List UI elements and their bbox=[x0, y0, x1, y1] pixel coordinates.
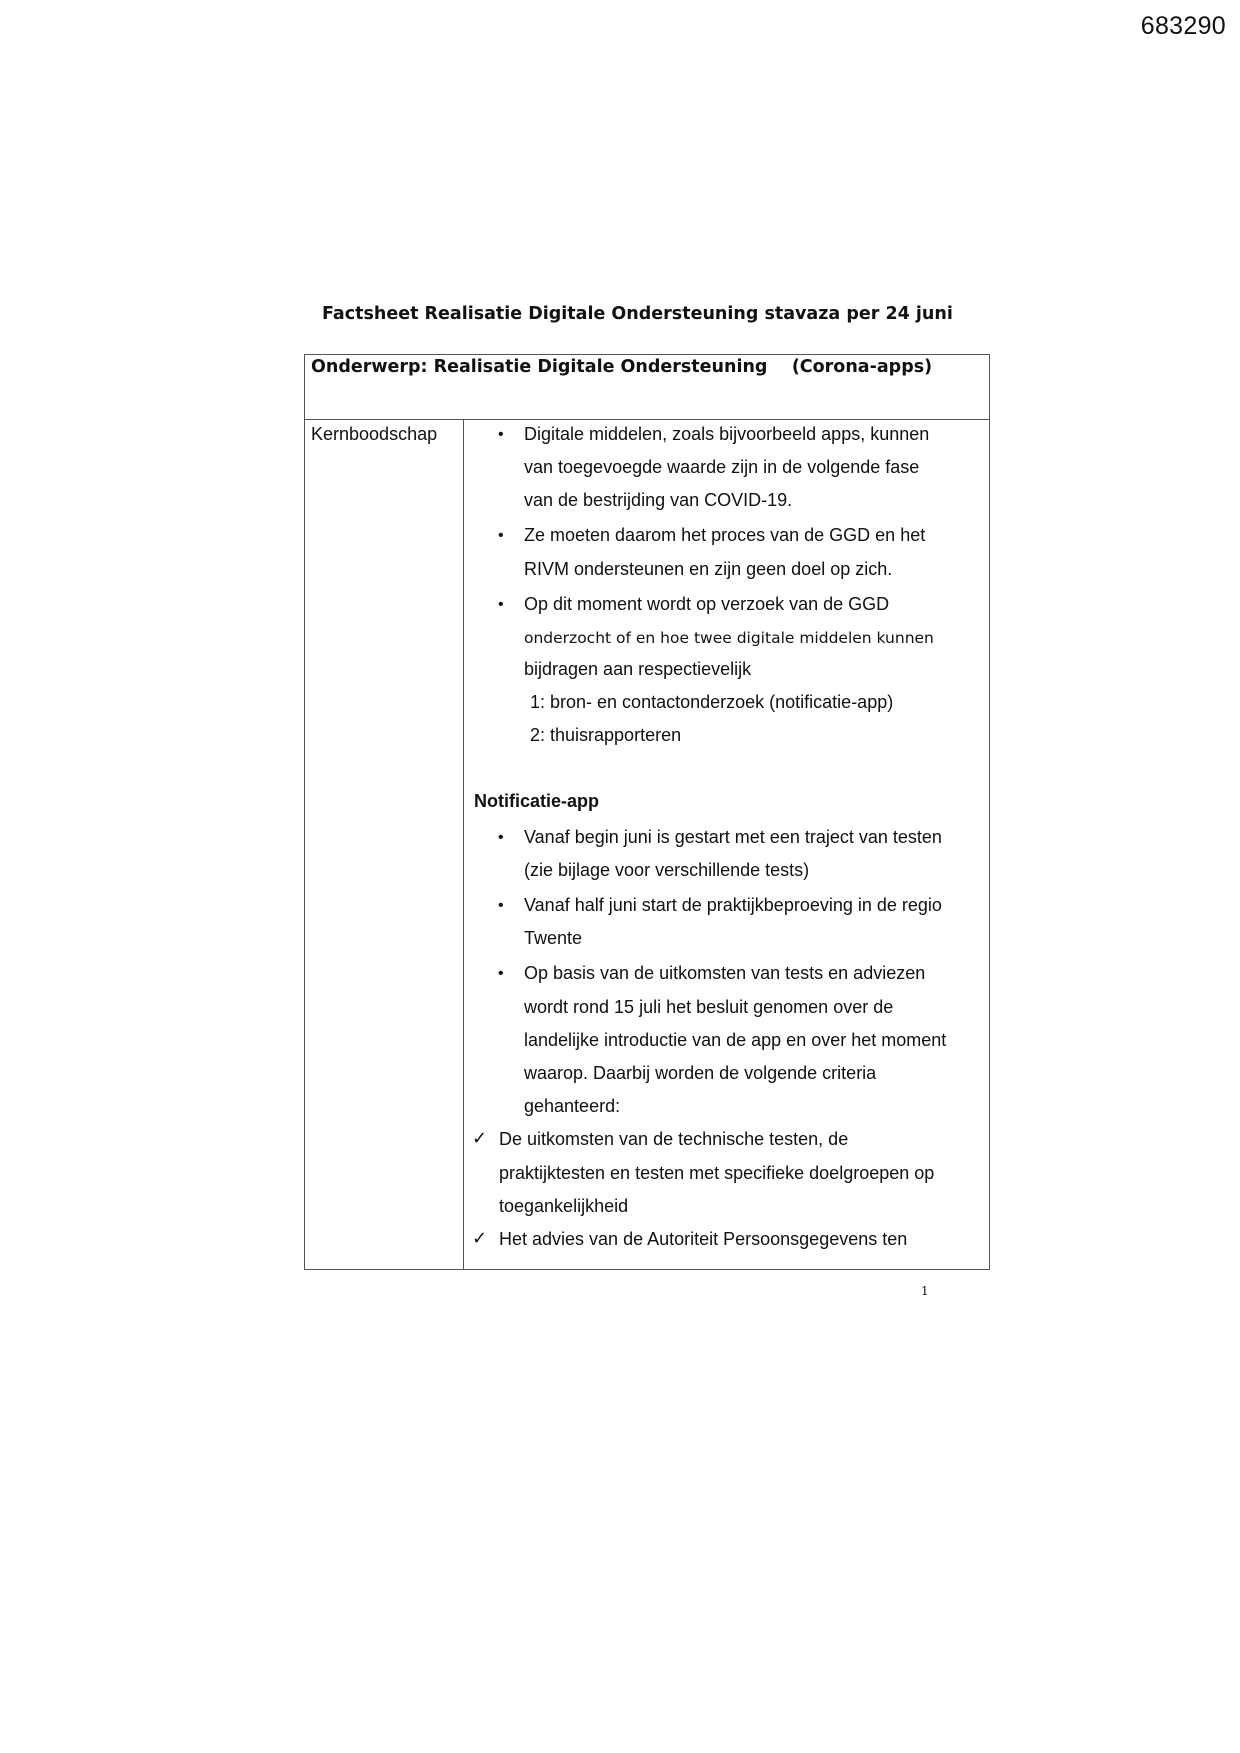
bullet-icon: • bbox=[498, 527, 504, 544]
content-line: De uitkomsten van de technische testen, de bbox=[499, 1129, 849, 1149]
content-line: toegankelijkheid bbox=[499, 1196, 629, 1216]
content-line: Op basis van de uitkomsten van tests en adviezen bbox=[524, 963, 926, 983]
content-line: Twente bbox=[524, 928, 583, 948]
document-number: 683290 bbox=[1140, 12, 1226, 40]
content-line: wordt rond 15 juli het besluit genomen over de bbox=[524, 997, 894, 1017]
content-line: 2: thuisrapporteren bbox=[530, 725, 682, 745]
content-line: onderzocht of en hoe twee digitale middelen kunnen bbox=[524, 629, 934, 647]
bullet-icon: • bbox=[498, 829, 504, 846]
section-heading-notificatie-app: Notificatie-app bbox=[474, 791, 600, 811]
checkmark-icon: ✓ bbox=[472, 1128, 488, 1149]
content-line: gehanteerd: bbox=[524, 1096, 621, 1116]
content-line: (zie bijlage voor verschillende tests) bbox=[524, 860, 810, 880]
bullet-icon: • bbox=[498, 897, 504, 914]
content-line: waarop. Daarbij worden de volgende criteria bbox=[524, 1063, 877, 1083]
content-line: Vanaf begin juni is gestart met een traject van testen bbox=[524, 827, 942, 847]
content-line: Op dit moment wordt op verzoek van de GGD bbox=[524, 594, 890, 614]
content-line: van de bestrijding van COVID-19. bbox=[524, 490, 793, 510]
checkmark-icon: ✓ bbox=[472, 1228, 488, 1249]
page-number: 1 bbox=[921, 1284, 929, 1298]
content-line: Vanaf half juni start de praktijkbeproeving in de regio bbox=[524, 895, 942, 915]
content-line: landelijke introductie van de app en over het moment bbox=[524, 1030, 947, 1050]
content-line: 1: bron- en contactonderzoek (notificatie-app) bbox=[530, 692, 894, 712]
bullet-icon: • bbox=[498, 426, 504, 443]
subject-row bbox=[305, 355, 989, 420]
content-line: Ze moeten daarom het proces van de GGD en het bbox=[524, 525, 926, 545]
content-line: bijdragen aan respectievelijk bbox=[524, 659, 752, 679]
factsheet-table bbox=[304, 354, 990, 1270]
content-line: Het advies van de Autoriteit Persoonsgegevens ten bbox=[499, 1229, 908, 1249]
content-line: Digitale middelen, zoals bijvoorbeeld apps, kunnen bbox=[524, 424, 930, 444]
content-line: praktijktesten en testen met specifieke doelgroepen op bbox=[499, 1163, 935, 1183]
content-line: RIVM ondersteunen en zijn geen doel op zich. bbox=[524, 559, 893, 579]
content-cell bbox=[464, 420, 989, 1269]
bullet-icon: • bbox=[498, 596, 504, 613]
row-label-cell bbox=[305, 420, 464, 1269]
row-label-kernboodschap: Kernboodschap bbox=[311, 424, 438, 444]
content-line: van toegevoegde waarde zijn in de volgende fase bbox=[524, 457, 920, 477]
document-title: Factsheet Realisatie Digitale Ondersteuning stavaza per 24 juni bbox=[322, 304, 953, 324]
subject-text: Onderwerp: Realisatie Digitale Ondersteuning (Corona-apps) bbox=[311, 357, 933, 377]
bullet-icon: • bbox=[498, 965, 504, 982]
